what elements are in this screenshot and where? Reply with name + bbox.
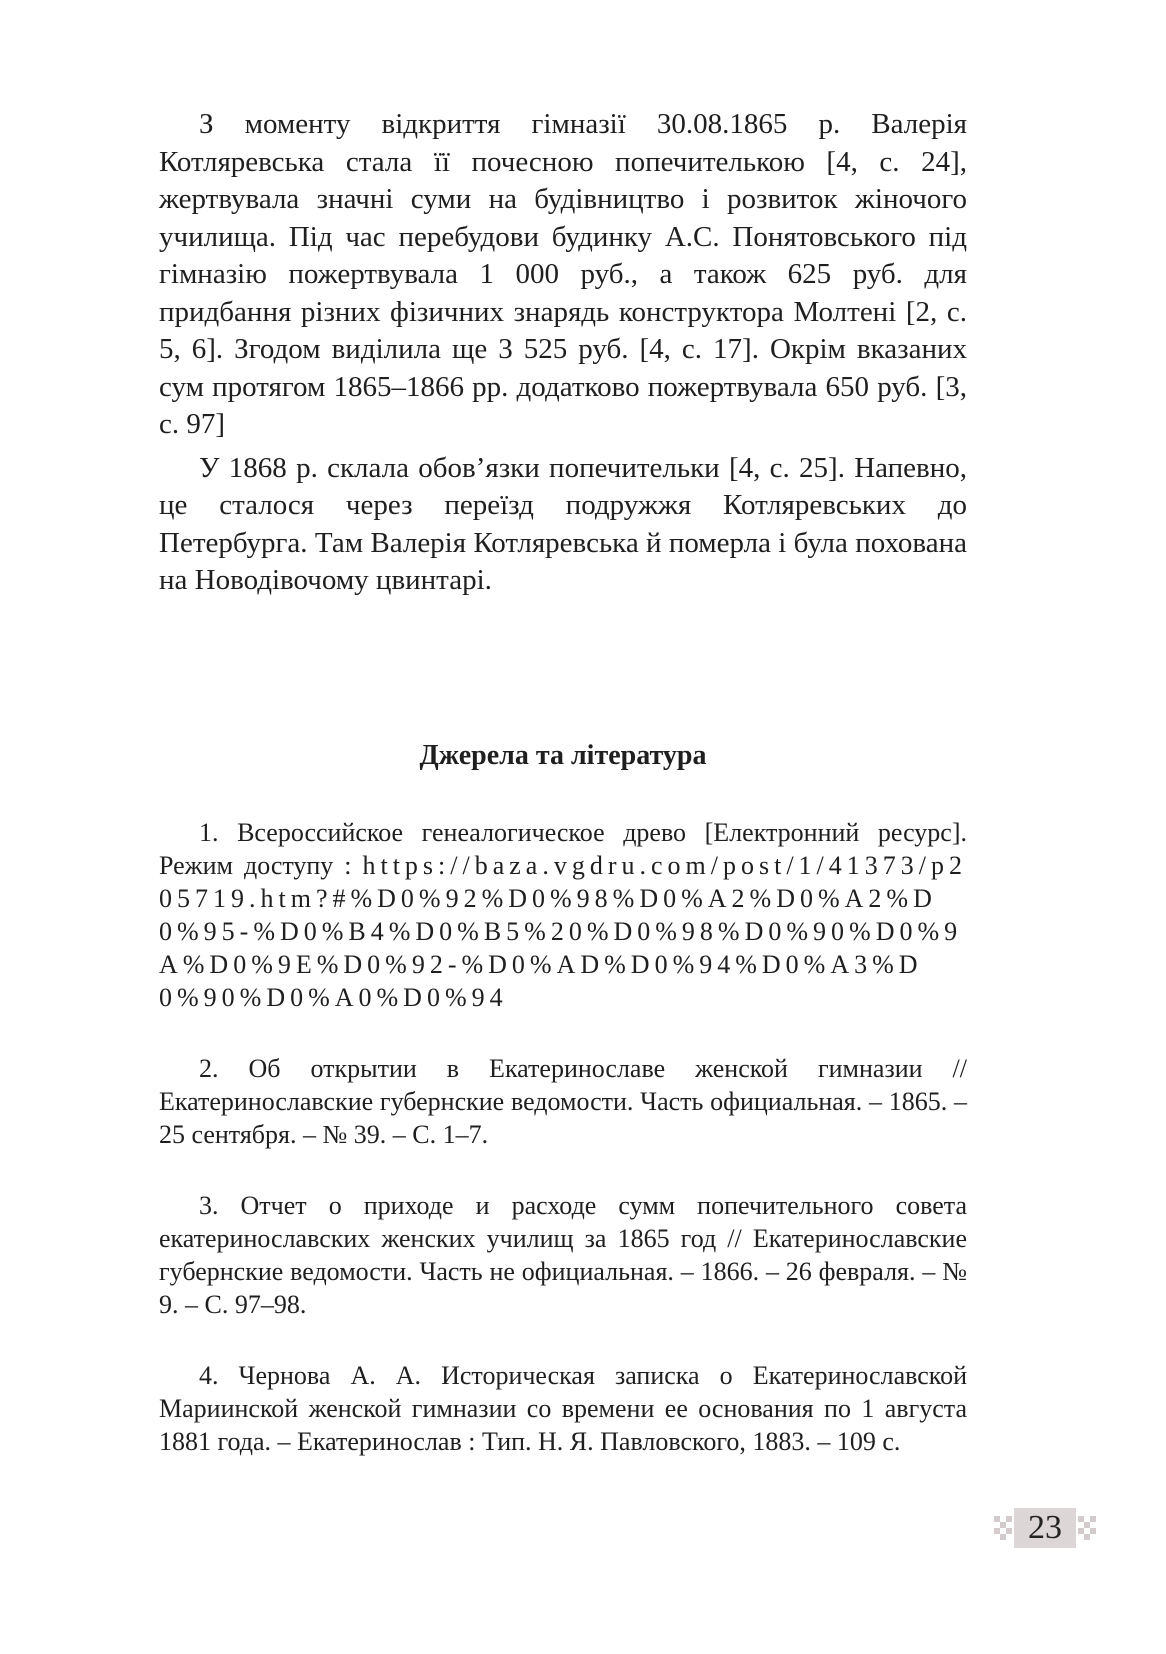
reference-url[interactable]: https://baza.vgdru.com/post/1/41373/p205719.htm?#%D0%92%D0%98%D0%A2%D0%A2%D0%95-%D0%B4%D0%B5%20%D0%98%D0%90%D0%9A%D0%9E%D0%92-%D0%AD%D0%94%D0%A3%D0%90%D0%A0%D0%94 bbox=[159, 851, 967, 1012]
body-text bbox=[159, 106, 967, 600]
pixel-ornament-icon bbox=[1076, 1516, 1096, 1540]
references-list bbox=[159, 816, 967, 1458]
paragraph: З моменту відкриття гімназії 30.08.1865 р. Валерія Котляревська стала її почесною попечителькою [4, с. 24], жертвувала значні суми на будівництво і розвиток жіночого училища. Під час перебудови будинку А.С. Понятовського під гімназію пожертвувала 1 000 руб., а також 625 руб. для придбання різних фізичних знарядь конструктора Молтені [2, с. 5, 6]. Згодом виділила ще 3 525 руб. [4, с. 17]. Окрім вказаних сум протягом 1865–1866 рр. додатково пожертвувала 650 руб. [3, с. 97] bbox=[159, 108, 967, 440]
paragraph: У 1868 р. склала обов’язки попечительки [4, с. 25]. Напевно, це сталося через переїзд подружжя Котляревських до Петербурга. Там Валерія Котляревська й померла і була похована на Новодівочому цвинтарі. bbox=[159, 451, 967, 596]
page-number-block bbox=[994, 1508, 1096, 1548]
reference-item bbox=[159, 816, 967, 1014]
reference-item: 4. Чернова А. А. Историческая записка о Екатеринославской Мариинской женской гимназии со времени ее основания по 1 августа 1881 года. – Екатеринослав : Тип. Н. Я. Павловского, 1883. – 109 с. bbox=[159, 1361, 967, 1456]
reference-item: 2. Об открытии в Екатеринославе женской гимназии // Екатеринославские губернские ведомости. Часть официальная. – 1865. – 25 сентября. – № 39. – С. 1–7. bbox=[159, 1054, 967, 1149]
sources-heading: Джерела та література bbox=[419, 740, 707, 771]
reference-item: 3. Отчет о приходе и расходе сумм попечительного совета екатеринославских женских училищ за 1865 год // Екатеринославские губернские ведомости. Часть не официальная. – 1866. – 26 февраля. – № 9. – С. 97–98. bbox=[159, 1191, 967, 1319]
pixel-ornament-icon bbox=[994, 1516, 1014, 1540]
reference-text: 1. Всероссийское генеалогическое древо [Електронний ресурс]. Режим доступу : bbox=[159, 818, 967, 880]
page-number: 23 bbox=[1014, 1508, 1076, 1548]
